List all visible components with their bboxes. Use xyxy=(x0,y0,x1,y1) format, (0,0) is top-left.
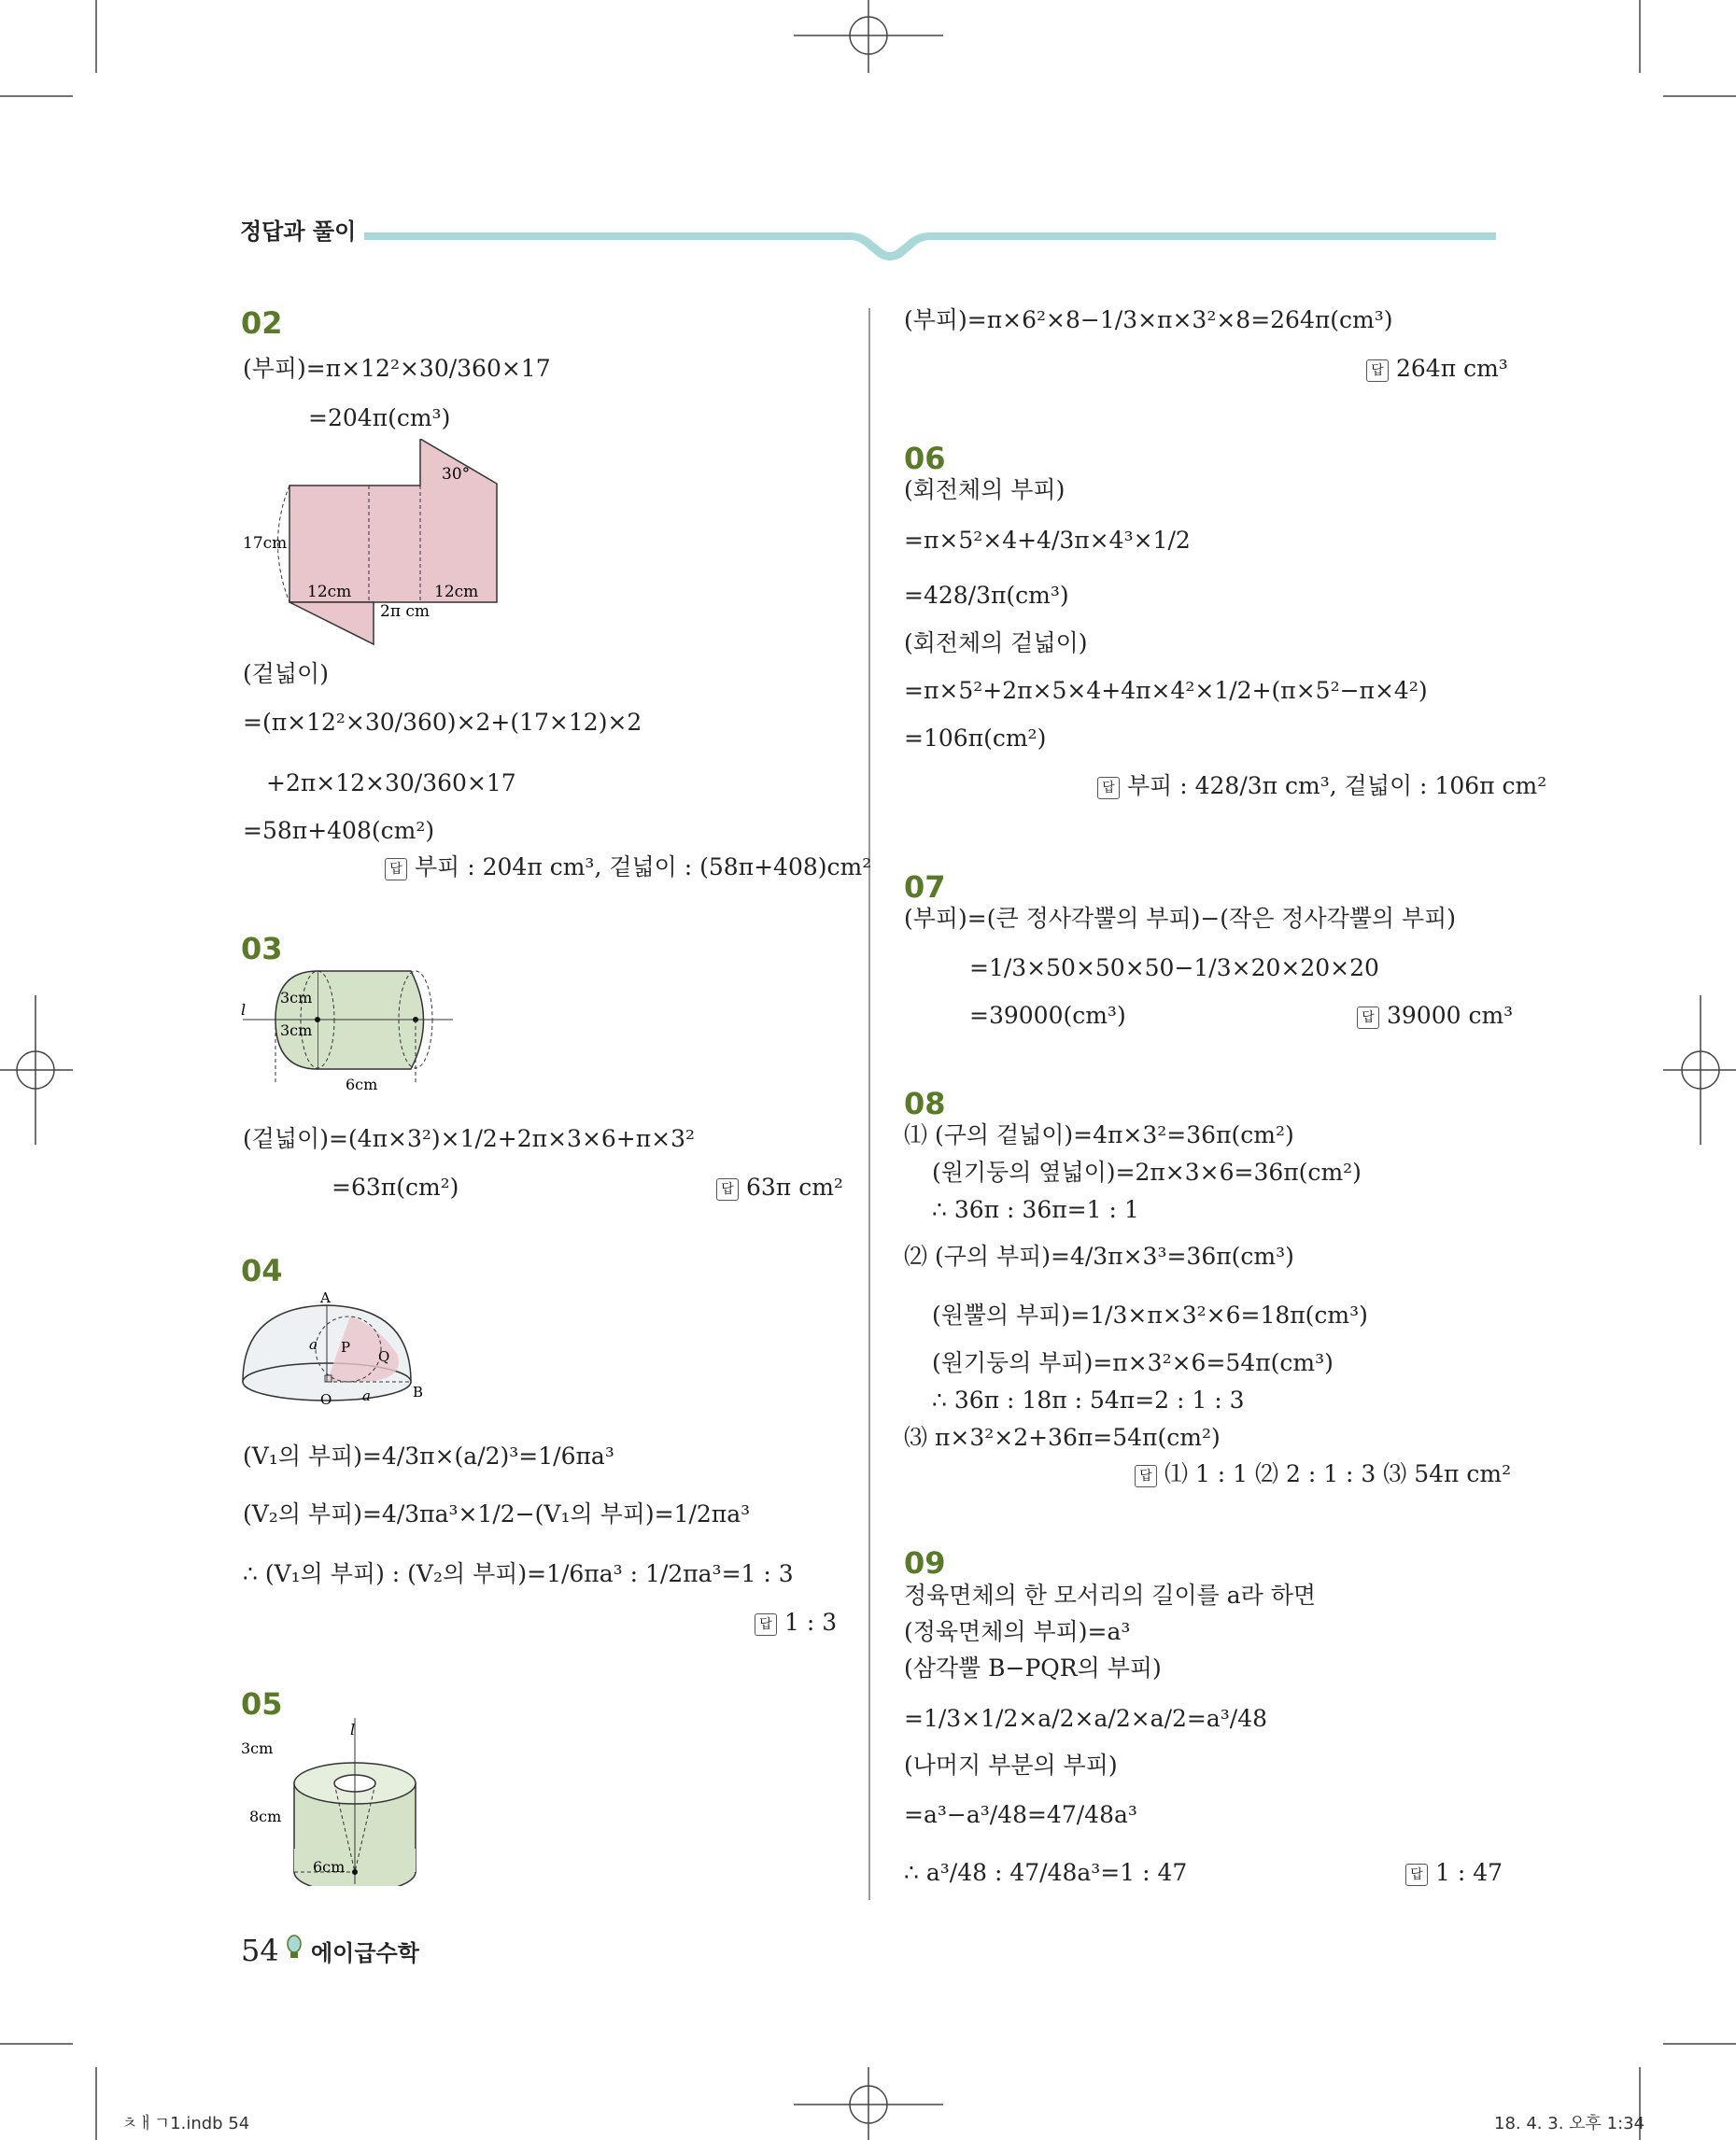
answer-09 xyxy=(1405,1858,1503,1888)
problem-number-09: 09 xyxy=(904,1545,946,1581)
problem-number-07: 07 xyxy=(904,869,946,905)
figure-label: 2π cm xyxy=(380,602,430,621)
solution-line: (정육면체의 부피)=a³ xyxy=(904,1618,1131,1645)
solution-line: +2π×12×30/360×17 xyxy=(266,769,516,796)
bulb-icon xyxy=(285,1935,303,1961)
imprint-left: ㅊㅐㄱ1.indb 54 xyxy=(121,2114,250,2133)
figure-04-hemisphere xyxy=(238,1288,439,1410)
solution-line: ∴ 36π : 18π : 54π=2 : 1 : 3 xyxy=(932,1387,1245,1414)
figure-05-cylinder xyxy=(238,1718,434,1886)
header-band xyxy=(364,219,1496,261)
figure-label: A xyxy=(320,1289,331,1306)
page-header-title: 정답과 풀이 xyxy=(240,218,357,245)
solution-line: (겉넓이) xyxy=(243,660,329,687)
solution-line: (원기둥의 옆넓이)=2π×3×6=36π(cm²) xyxy=(932,1159,1362,1186)
solution-line: ⑴ (구의 겉넓이)=4π×3²=36π(cm²) xyxy=(904,1121,1294,1148)
problem-number-06: 06 xyxy=(904,441,946,476)
solution-line: (회전체의 부피) xyxy=(904,476,1066,503)
solution-line: ⑶ π×3²×2+36π=54π(cm²) xyxy=(904,1424,1221,1451)
problem-number-08: 08 xyxy=(904,1086,946,1121)
solution-line: (V₁의 부피)=4/3π×(a/2)³=1/6πa³ xyxy=(243,1443,614,1470)
answer-text: 1 : 47 xyxy=(1435,1859,1503,1886)
solution-line: =1/3×50×50×50−1/3×20×20×20 xyxy=(969,954,1379,981)
solution-line: (회전체의 겉넓이) xyxy=(904,629,1088,656)
figure-label: P xyxy=(341,1339,351,1356)
answer-icon: 답 xyxy=(1357,1007,1379,1029)
figure-label: O xyxy=(320,1391,332,1408)
solution-line: 정육면체의 한 모서리의 길이를 a라 하면 xyxy=(904,1582,1317,1609)
figure-label: 30° xyxy=(442,465,471,484)
solution-line: (부피)=π×6²×8−1/3×π×3²×8=264π(cm³) xyxy=(904,306,1393,333)
answer-icon: 답 xyxy=(716,1178,739,1201)
figure-02-net xyxy=(238,439,518,649)
solution-line: =π×5²+2π×5×4+4π×4²×1/2+(π×5²−π×4²) xyxy=(904,677,1428,704)
figure-label: 8cm xyxy=(249,1808,282,1825)
problem-number-05: 05 xyxy=(241,1686,283,1722)
problem-number-02: 02 xyxy=(241,305,283,341)
answer-text: 부피 : 204π cm³, 겉넓이 : (58π+408)cm² xyxy=(415,853,872,880)
answer-07 xyxy=(1357,1001,1513,1031)
figure-label: l xyxy=(241,1001,247,1019)
figure-label: a xyxy=(309,1336,318,1353)
answer-text: 39000 cm³ xyxy=(1387,1002,1514,1029)
solution-line: (부피)=(큰 정사각뿔의 부피)−(작은 정사각뿔의 부피) xyxy=(904,905,1457,932)
figure-label: 6cm xyxy=(313,1858,346,1876)
solution-line: (부피)=π×12²×30/360×17 xyxy=(243,355,551,382)
solution-line: =106π(cm²) xyxy=(904,725,1047,752)
answer-text: 63π cm² xyxy=(746,1174,843,1201)
solution-line: =63π(cm²) xyxy=(332,1174,459,1201)
figure-label: 3cm xyxy=(280,989,313,1007)
figure-label: Q xyxy=(378,1348,390,1365)
figure-03-cylinder xyxy=(238,966,462,1097)
figure-label: 12cm xyxy=(434,583,479,601)
answer-icon: 답 xyxy=(1135,1465,1157,1487)
solution-line: (원기둥의 부피)=π×3²×6=54π(cm³) xyxy=(932,1349,1334,1376)
solution-line: (삼각뿔 B−PQR의 부피) xyxy=(904,1654,1162,1682)
column-divider xyxy=(868,308,870,1900)
answer-text: 부피 : 428/3π cm³, 겉넓이 : 106π cm² xyxy=(1127,772,1547,799)
answer-04 xyxy=(755,1608,837,1638)
answer-03 xyxy=(716,1173,843,1203)
solution-line: =428/3π(cm³) xyxy=(904,582,1069,609)
figure-label: 6cm xyxy=(346,1076,378,1093)
problem-number-04: 04 xyxy=(241,1253,283,1288)
answer-06 xyxy=(1097,771,1546,801)
page-number: 54 xyxy=(241,1933,279,1968)
solution-line: ∴ 36π : 36π=1 : 1 xyxy=(932,1196,1139,1223)
solution-line: =1/3×1/2×a/2×a/2×a/2=a³/48 xyxy=(904,1705,1268,1732)
answer-text: 264π cm³ xyxy=(1396,355,1508,382)
answer-08 xyxy=(1135,1459,1511,1489)
solution-line: ⑵ (구의 부피)=4/3π×3³=36π(cm³) xyxy=(904,1243,1294,1270)
figure-label: 12cm xyxy=(307,583,352,601)
solution-line: (V₂의 부피)=4/3πa³×1/2−(V₁의 부피)=1/2πa³ xyxy=(243,1500,751,1528)
solution-line: (나머지 부분의 부피) xyxy=(904,1752,1118,1779)
answer-icon: 답 xyxy=(1405,1864,1428,1886)
figure-label: 3cm xyxy=(241,1739,274,1757)
figure-label: B xyxy=(413,1384,424,1401)
solution-line: =a³−a³/48=47/48a³ xyxy=(904,1801,1137,1828)
solution-line: =58π+408(cm²) xyxy=(243,817,435,844)
imprint-right: 18. 4. 3. 오후 1:34 xyxy=(1494,2114,1645,2133)
answer-05 xyxy=(1366,354,1508,384)
answer-icon: 답 xyxy=(1366,359,1389,382)
figure-label: 3cm xyxy=(280,1021,313,1039)
solution-line: =(π×12²×30/360)×2+(17×12)×2 xyxy=(243,709,642,736)
answer-icon: 답 xyxy=(385,858,407,880)
solution-line: (원뿔의 부피)=1/3×π×3²×6=18π(cm³) xyxy=(932,1302,1368,1329)
solution-line: ∴ (V₁의 부피) : (V₂의 부피)=1/6πa³ : 1/2πa³=1 : 3 xyxy=(243,1560,794,1587)
answer-icon: 답 xyxy=(755,1613,777,1636)
solution-line: (겉넓이)=(4π×3²)×1/2+2π×3×6+π×3² xyxy=(243,1125,696,1152)
answer-02 xyxy=(385,852,871,882)
figure-label: a xyxy=(362,1387,371,1404)
solution-line: =39000(cm³) xyxy=(969,1002,1126,1029)
solution-line: =π×5²×4+4/3π×4³×1/2 xyxy=(904,527,1191,554)
solution-line: ∴ a³/48 : 47/48a³=1 : 47 xyxy=(904,1859,1188,1886)
brand-name: 에이급수학 xyxy=(311,1940,419,1966)
figure-label: 17cm xyxy=(243,534,288,553)
problem-number-03: 03 xyxy=(241,931,283,966)
answer-text: 1 : 3 xyxy=(784,1609,838,1636)
answer-text: ⑴ 1 : 1 ⑵ 2 : 1 : 3 ⑶ 54π cm² xyxy=(1164,1460,1512,1487)
solution-line: =204π(cm³) xyxy=(308,404,451,431)
answer-icon: 답 xyxy=(1097,777,1120,799)
figure-label: l xyxy=(350,1721,356,1739)
